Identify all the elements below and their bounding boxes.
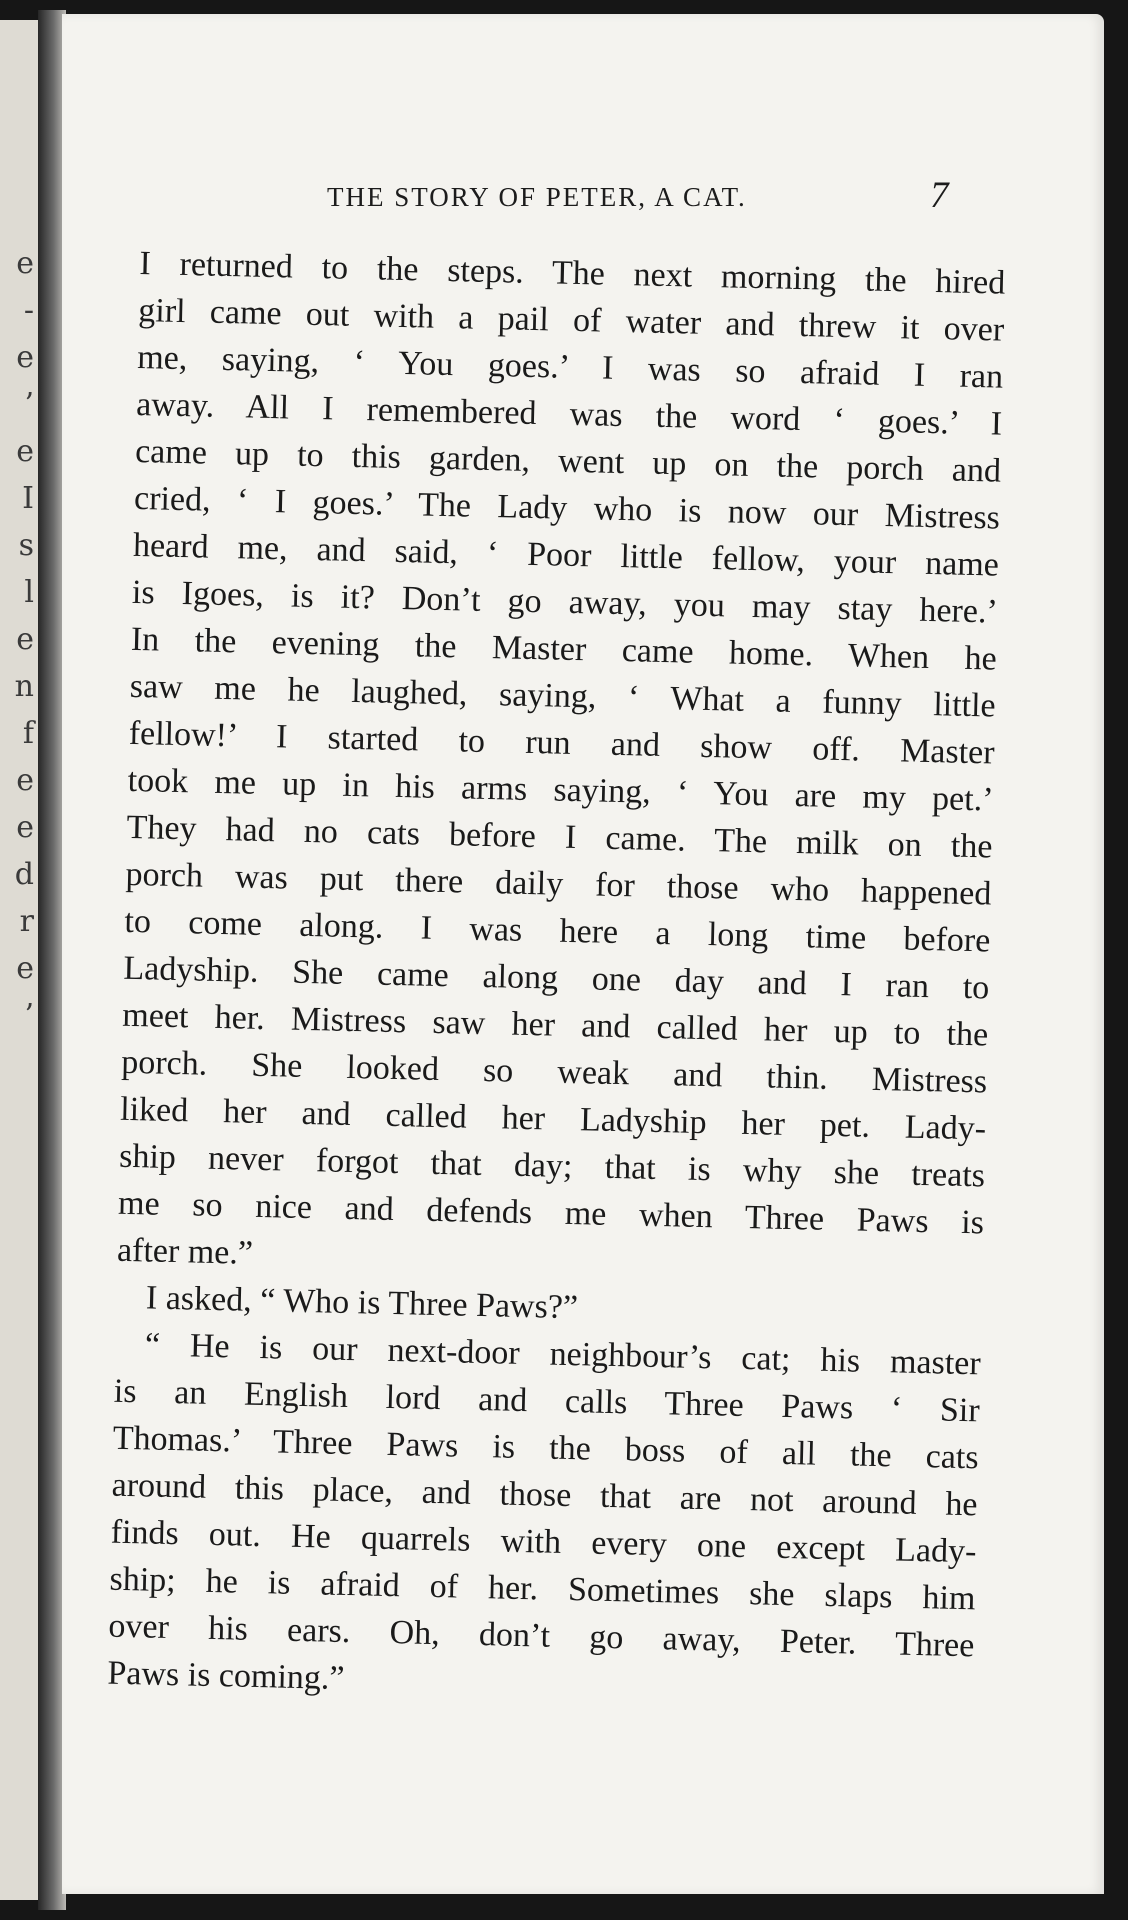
text-line: porch was put there daily for those who happened (125, 855, 992, 913)
fragment: n (14, 669, 34, 704)
text-line: porch. She looked so weak and thin. Mistress (120, 1043, 988, 1101)
text-line: meet her. Mistress saw her and called her up to the (121, 996, 989, 1054)
text-line: is Igoes, is it? Don’t go away, you may stay here.’ (131, 573, 999, 631)
text-line: is an English lord and calls Three Paws ‘ Sir (113, 1372, 981, 1430)
page-number: 7 (930, 175, 949, 216)
page-header (267, 162, 967, 222)
text-line: after me.” (116, 1231, 254, 1272)
fragment: s (18, 528, 34, 563)
fragment: e (16, 340, 34, 375)
text-line: ship never forgot that day; that is why she treats (118, 1137, 986, 1195)
text-line: liked her and called her Ladyship her pet. Lady- (119, 1090, 987, 1148)
facing-page-fragments (4, 240, 34, 1039)
fragment: e (16, 810, 34, 845)
text-line: took me up in his arms saying, ‘ You are my pet.’ (127, 761, 994, 819)
text-line: In the evening the Master came home. When he (130, 620, 998, 678)
text-line: I returned to the steps. The next morning the hired (139, 244, 1006, 302)
text-line: came up to this garden, went up on the porch and (134, 432, 1002, 490)
fragment: f (22, 716, 34, 751)
text-line: Paws is coming.” (107, 1654, 345, 1698)
text-line: me so nice and defends me when Three Paws is (117, 1184, 985, 1242)
text-line: fellow!’ I started to run and show off. Master (128, 714, 996, 772)
text-line: me, saying, ‘ You goes.’ I was so afraid I ran (136, 338, 1004, 396)
text-line: finds out. He quarrels with every one except Lady- (110, 1513, 977, 1571)
fragment: I (22, 481, 34, 516)
fragment: e (16, 246, 34, 281)
text-line: girl came out with a pail of water and threw it over (137, 291, 1005, 349)
fragment: ’ (24, 387, 34, 422)
fragment: e (16, 951, 34, 986)
page-body (107, 240, 1006, 1716)
text-line: over his ears. Oh, don’t go away, Peter. Three (108, 1607, 975, 1665)
text-line: away. All I remembered was the word ‘ goes.’ I (135, 385, 1003, 443)
fragment: e (16, 434, 34, 469)
fragment: e (16, 763, 34, 798)
book-page (62, 14, 1104, 1894)
text-line: They had no cats before I came. The milk on the (126, 808, 993, 866)
text-line: I asked, “ Who is Three Paws?” (145, 1279, 579, 1327)
fragment: l (24, 575, 34, 610)
text-line: heard me, and said, ‘ Poor little fellow, your name (132, 526, 1000, 584)
fragment: d (14, 857, 34, 892)
fragment: ’ (24, 998, 34, 1033)
text-line: Ladyship. She came along one day and I ran to (123, 949, 990, 1007)
text-line: ship; he is afraid of her. Sometimes she slaps him (109, 1560, 976, 1618)
text-line: saw me he laughed, saying, ‘ What a funny little (129, 667, 997, 725)
fragment: r (19, 904, 34, 939)
text-line: to come along. I was here a long time before (124, 902, 991, 960)
running-head: THE STORY OF PETER, A CAT. (327, 182, 747, 212)
fragment: - (23, 293, 34, 328)
text-line: around this place, and those that are not around he (111, 1466, 978, 1524)
text-line: cried, ‘ I goes.’ The Lady who is now our Mistress (133, 479, 1001, 537)
text-line: Thomas.’ Three Paws is the boss of all the cats (112, 1419, 980, 1477)
text-line: “ He is our next-door neighbour’s cat; his master (144, 1326, 982, 1383)
fragment: e (16, 622, 34, 657)
